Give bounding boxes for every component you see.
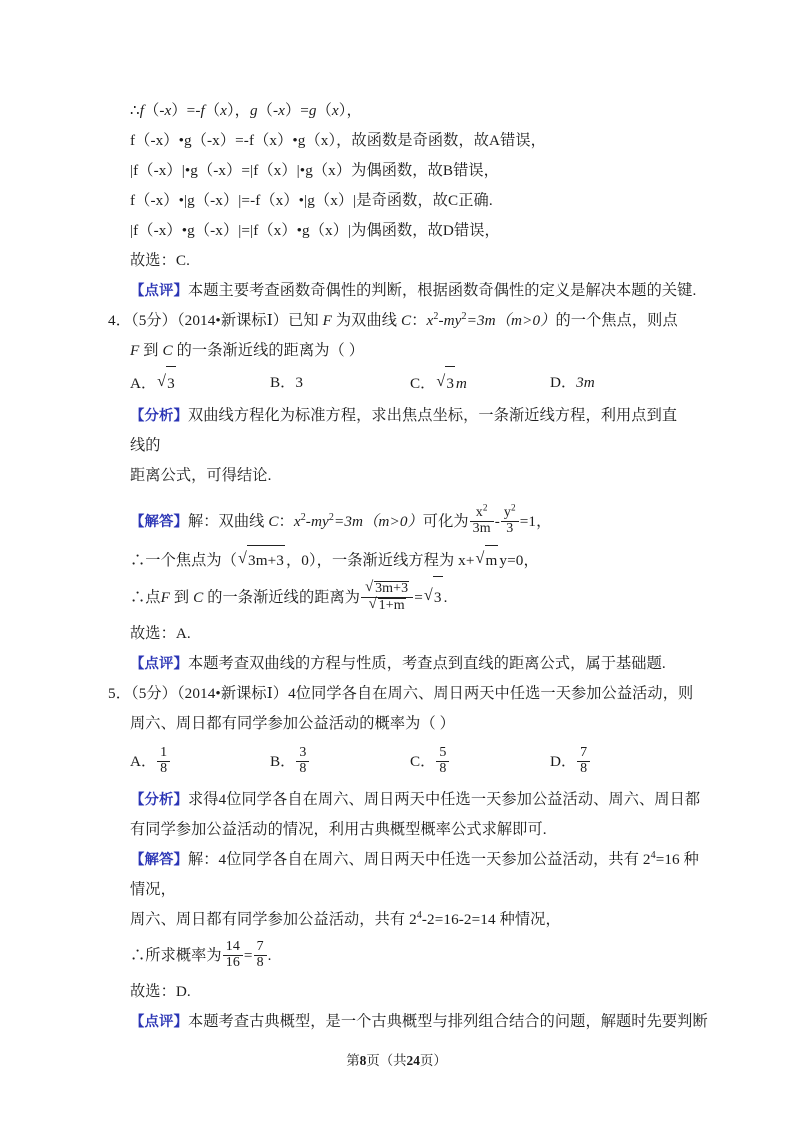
solution-tag: 【解答】	[130, 852, 188, 868]
footer-total-pages: 24	[406, 1053, 420, 1068]
sqrt-icon: √ m	[476, 545, 499, 576]
footer-page-number: 8	[359, 1053, 367, 1068]
var-C: C	[400, 312, 412, 329]
q4-comment: 【点评】本题考查双曲线的方程与性质，考查点到直线的距离公式，属于基础题.	[130, 655, 666, 672]
q4-analysis-line-2: 距离公式，可得结论.	[130, 467, 272, 484]
fraction-y2-over-3: $\frac{y^2}{3}$	[501, 506, 519, 536]
q5-analysis-line-1: 【分析】求得4位同学各自在周六、周日两天中任选一天参加公益活动、周六、周日都	[130, 791, 701, 808]
q5-solution-line-4: ∴所求概率为 $\frac{14}{16}$ = $\frac{7}{8}$ .	[130, 939, 272, 971]
comment-tag: 【点评】	[130, 656, 188, 672]
q4-option-a[interactable]: A． √ 3	[130, 366, 270, 401]
analysis-tag: 【分析】	[130, 792, 188, 808]
page-footer: 第8页（共24页）	[346, 1053, 447, 1068]
sqrt-icon: √ 1+m	[369, 598, 406, 614]
sqrt-icon: √ 3	[436, 366, 455, 401]
document-content	[108, 96, 708, 1037]
q4-number: 4	[108, 312, 116, 329]
q4-option-d[interactable]: D．3m	[550, 374, 595, 391]
var-F: F	[322, 312, 332, 329]
q3-line-3: |f（-x）|•g（-x）=|f（x）|•g（x）为偶函数，故B错误，	[130, 162, 499, 179]
q5-option-a[interactable]: A． $\frac{1}{8}$	[130, 739, 270, 785]
q5-option-d[interactable]: D． $\frac{7}{8}$	[550, 739, 690, 785]
q4-solution-line-2: ∴一个焦点为（ √ 3m+3 ，0），一条渐近线方程为 x+ √ m y=0，	[108, 545, 688, 576]
comment-text: 本题主要考查函数奇偶性的判断，根据函数奇偶性的定义是解决本题的关键.	[187, 282, 697, 299]
q4-solution-line-1: 【解答】解：双曲线 C：$x^2-my^2=3m(m>0)$可化为 $\frac{x^2}{3m}$ - $\frac{y^2}{3}$ =1，	[130, 502, 552, 537]
question-5-stem-line-2: 周六、周日都有同学参加公益活动的概率为（ ）	[130, 715, 455, 732]
fraction-14-16: $\frac{14}{16}$	[223, 940, 243, 970]
q3-comment	[108, 276, 697, 306]
q5-comment: 【点评】本题考查古典概型，是一个古典概型与排列组合结合的问题，解题时先要判断	[130, 1013, 708, 1030]
analysis-tag: 【分析】	[130, 408, 188, 424]
q4-analysis-line-1: 【分析】双曲线方程化为标准方程，求出焦点坐标，一条渐近线方程，利用点到直线的	[130, 407, 678, 454]
q4-option-c[interactable]: C． √ 3 m	[410, 366, 550, 401]
func-f: f	[139, 102, 145, 119]
q5-option-b[interactable]: B． $\frac{3}{8}$	[270, 739, 410, 785]
q3-line-2: f（-x）•g（-x）=-f（x）•g（x），故函数是奇函数，故A错误，	[130, 132, 546, 149]
fraction-x2-over-3m: $\frac{x^2}{3m}$	[470, 506, 494, 536]
comment-tag: 【点评】	[130, 283, 188, 299]
q5-score: （5分）	[131, 685, 177, 702]
sqrt-icon: √ 3m+3	[238, 545, 285, 576]
q5-option-c[interactable]: C． $\frac{5}{8}$	[410, 739, 550, 785]
q4-option-b[interactable]: B．3	[270, 374, 303, 391]
fraction-sqrt-distance	[361, 581, 413, 613]
sqrt-icon: √ 3	[157, 366, 176, 401]
question-5-stem-line-1: 5．（5分）（2014•新课标Ⅰ）4位同学各自在周六、周日两天中任选一天参加公益活动，则	[108, 685, 694, 702]
q3-line-1: ∴f（-x）=-f（x），g（-x）=g（x），	[130, 102, 362, 119]
q4-score: （5分）	[131, 312, 177, 329]
q5-source: （2014•新课标Ⅰ）	[176, 685, 289, 702]
solution-tag: 【解答】	[130, 514, 188, 530]
q5-solution-line-2: 情况，	[130, 881, 176, 898]
q3-line-5: |f（-x）•g（-x）|=|f（x）•g（x）|为偶函数，故D错误，	[130, 222, 500, 239]
fraction-5-8: $\frac{5}{8}$	[436, 746, 449, 776]
comment-tag: 【点评】	[130, 1014, 188, 1030]
q3-line-4: f（-x）•|g（-x）|=-f（x）•|g（x）|是奇函数，故C正确.	[130, 192, 493, 209]
question-4-stem-line-1: 4．（5分）（2014•新课标Ⅰ）已知 F 为双曲线 C：$x^2-my^2=3m(m>0)$的一个焦点，则点	[108, 310, 678, 329]
q5-solution-line-3: 周六、周日都有同学参加公益活动，共有 $2^4-2=16-2=14$ 种情况，	[130, 909, 561, 928]
fraction-7-8: $\frac{7}{8}$	[577, 746, 590, 776]
question-4-options	[108, 366, 690, 401]
q3-answer: 故选：C.	[130, 252, 190, 269]
q5-number: 5	[108, 685, 116, 702]
q4-answer: 故选：A.	[130, 625, 191, 642]
sqrt-icon: √ 3	[424, 576, 443, 619]
q5-solution-line-1: 【解答】解：4位同学各自在周六、周日两天中任选一天参加公益活动，共有 $2^4=16$ 种	[130, 849, 699, 868]
fraction-7-8: $\frac{7}{8}$	[254, 940, 267, 970]
therefore-symbol: ∴	[130, 102, 140, 119]
q5-analysis-line-2: 有同学参加公益活动的情况，利用古典概型概率公式求解即可.	[130, 821, 547, 838]
fraction-3-8: $\frac{3}{8}$	[296, 746, 309, 776]
q4-solution-line-3: ∴点F 到 C 的一条渐近线的距离为 √ 3m+3 √ 1+m = √ 3 .	[108, 576, 688, 619]
question-5-options	[108, 739, 690, 785]
sqrt-icon: √ 3m+3	[365, 581, 409, 597]
question-4-stem-line-2: F 到 C 的一条渐近线的距离为（ ）	[130, 342, 364, 359]
q4-source: （2014•新课标Ⅰ）	[176, 312, 289, 329]
fraction-1-8: $\frac{1}{8}$	[157, 746, 170, 776]
q5-answer: 故选：D.	[130, 983, 191, 1000]
